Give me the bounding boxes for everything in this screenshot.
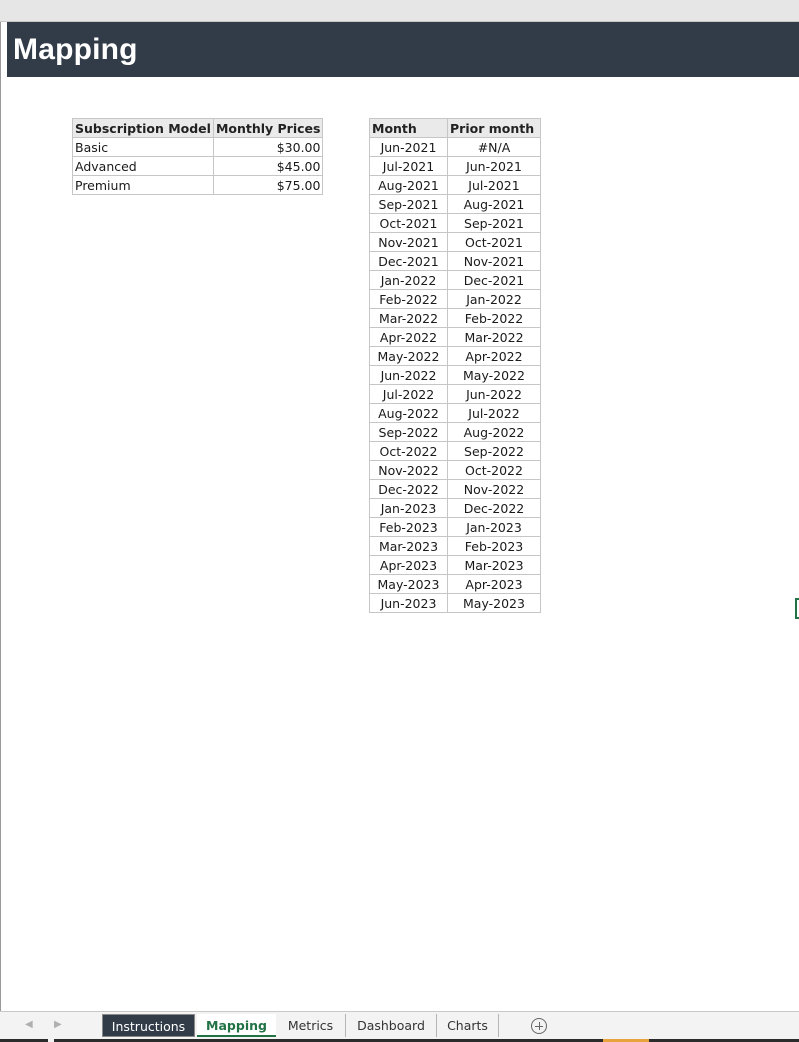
table-row [370,480,541,499]
column-header-monthly-prices[interactable]: Monthly Prices [213,119,323,138]
month-cell[interactable]: Jan-2023 [370,499,448,518]
tab-metrics[interactable]: Metrics [276,1014,346,1037]
month-cell[interactable]: Jul-2022 [370,385,448,404]
table-row [370,537,541,556]
table-row [370,594,541,613]
column-header-subscription-model[interactable]: Subscription Model [73,119,214,138]
subscription-model-cell[interactable]: Advanced [73,157,214,176]
table-row [73,157,323,176]
prior-month-cell[interactable]: Oct-2021 [448,233,541,252]
prior-month-cell[interactable]: Apr-2022 [448,347,541,366]
subscription-model-cell[interactable]: Premium [73,176,214,195]
table-row [370,575,541,594]
month-mapping-table [369,118,541,613]
table-row [370,442,541,461]
month-cell[interactable]: Oct-2022 [370,442,448,461]
month-cell[interactable]: Oct-2021 [370,214,448,233]
month-cell[interactable]: Dec-2021 [370,252,448,271]
month-cell[interactable]: Feb-2022 [370,290,448,309]
column-header-prior-month[interactable]: Prior month [448,119,541,138]
prior-month-cell[interactable]: May-2023 [448,594,541,613]
month-cell[interactable]: Jul-2021 [370,157,448,176]
month-cell[interactable]: Apr-2023 [370,556,448,575]
month-cell[interactable]: Jun-2021 [370,138,448,157]
table-row [370,176,541,195]
table-header-row [370,119,541,138]
selected-cell-indicator [795,598,799,619]
column-header-month[interactable]: Month [370,119,448,138]
prior-month-cell[interactable]: Apr-2023 [448,575,541,594]
month-cell[interactable]: Feb-2023 [370,518,448,537]
prior-month-cell[interactable]: Jan-2022 [448,290,541,309]
tab-charts[interactable]: Charts [437,1014,499,1037]
prior-month-cell[interactable]: Aug-2021 [448,195,541,214]
table-row [370,556,541,575]
table-row [73,138,323,157]
table-row [370,157,541,176]
table-row [370,366,541,385]
table-row [370,195,541,214]
prior-month-cell[interactable]: Sep-2022 [448,442,541,461]
prior-month-cell[interactable]: Sep-2021 [448,214,541,233]
subscription-price-table [72,118,323,195]
month-cell[interactable]: Apr-2022 [370,328,448,347]
prior-month-cell[interactable]: Mar-2022 [448,328,541,347]
monthly-price-cell[interactable]: $30.00 [213,138,323,157]
prior-month-cell[interactable]: Dec-2022 [448,499,541,518]
prior-month-cell[interactable]: Jan-2023 [448,518,541,537]
table-row [370,138,541,157]
tab-mapping[interactable]: Mapping [197,1014,276,1037]
tab-dashboard[interactable]: Dashboard [346,1014,437,1037]
month-cell[interactable]: Nov-2021 [370,233,448,252]
prior-month-cell[interactable]: Feb-2022 [448,309,541,328]
prior-month-cell[interactable]: Jun-2021 [448,157,541,176]
prior-month-cell[interactable]: Mar-2023 [448,556,541,575]
month-cell[interactable]: Jun-2022 [370,366,448,385]
month-cell[interactable]: Sep-2021 [370,195,448,214]
prior-month-cell[interactable]: Oct-2022 [448,461,541,480]
monthly-price-cell[interactable]: $75.00 [213,176,323,195]
month-cell[interactable]: Aug-2021 [370,176,448,195]
month-cell[interactable]: May-2022 [370,347,448,366]
table-row [370,214,541,233]
table-row [73,176,323,195]
prior-month-cell[interactable]: Nov-2021 [448,252,541,271]
month-cell[interactable]: Jun-2023 [370,594,448,613]
subscription-model-cell[interactable]: Basic [73,138,214,157]
month-cell[interactable]: Nov-2022 [370,461,448,480]
sheet-tab-bar [0,1011,799,1042]
table-row [370,461,541,480]
table-row [370,518,541,537]
prior-month-cell[interactable]: Nov-2022 [448,480,541,499]
plus-circle-icon[interactable] [531,1018,547,1034]
prior-month-cell[interactable]: Feb-2023 [448,537,541,556]
monthly-price-cell[interactable]: $45.00 [213,157,323,176]
month-cell[interactable]: Mar-2023 [370,537,448,556]
month-cell[interactable]: Jan-2022 [370,271,448,290]
table-row [370,233,541,252]
triangle-left-icon[interactable]: ◀ [25,1019,33,1030]
table-header-row [73,119,323,138]
prior-month-cell[interactable]: Aug-2022 [448,423,541,442]
prior-month-cell[interactable]: Jul-2021 [448,176,541,195]
month-cell[interactable]: May-2023 [370,575,448,594]
table-row [370,271,541,290]
month-cell[interactable]: Dec-2022 [370,480,448,499]
table-row [370,499,541,518]
table-row [370,290,541,309]
table-row [370,309,541,328]
table-row [370,404,541,423]
row-header-edge [0,22,7,77]
top-strip [0,0,799,22]
page-title: Mapping [13,33,138,66]
table-row [370,385,541,404]
triangle-right-icon[interactable]: ▶ [54,1019,62,1030]
prior-month-cell[interactable]: Jul-2022 [448,404,541,423]
table-row [370,252,541,271]
month-cell[interactable]: Sep-2022 [370,423,448,442]
prior-month-cell[interactable]: Dec-2021 [448,271,541,290]
month-cell[interactable]: Aug-2022 [370,404,448,423]
prior-month-cell[interactable]: #N/A [448,138,541,157]
month-cell[interactable]: Mar-2022 [370,309,448,328]
table-row [370,347,541,366]
table-row [370,328,541,347]
tab-instructions[interactable]: Instructions [102,1014,195,1037]
prior-month-cell[interactable]: May-2022 [448,366,541,385]
prior-month-cell[interactable]: Jun-2022 [448,385,541,404]
table-row [370,423,541,442]
